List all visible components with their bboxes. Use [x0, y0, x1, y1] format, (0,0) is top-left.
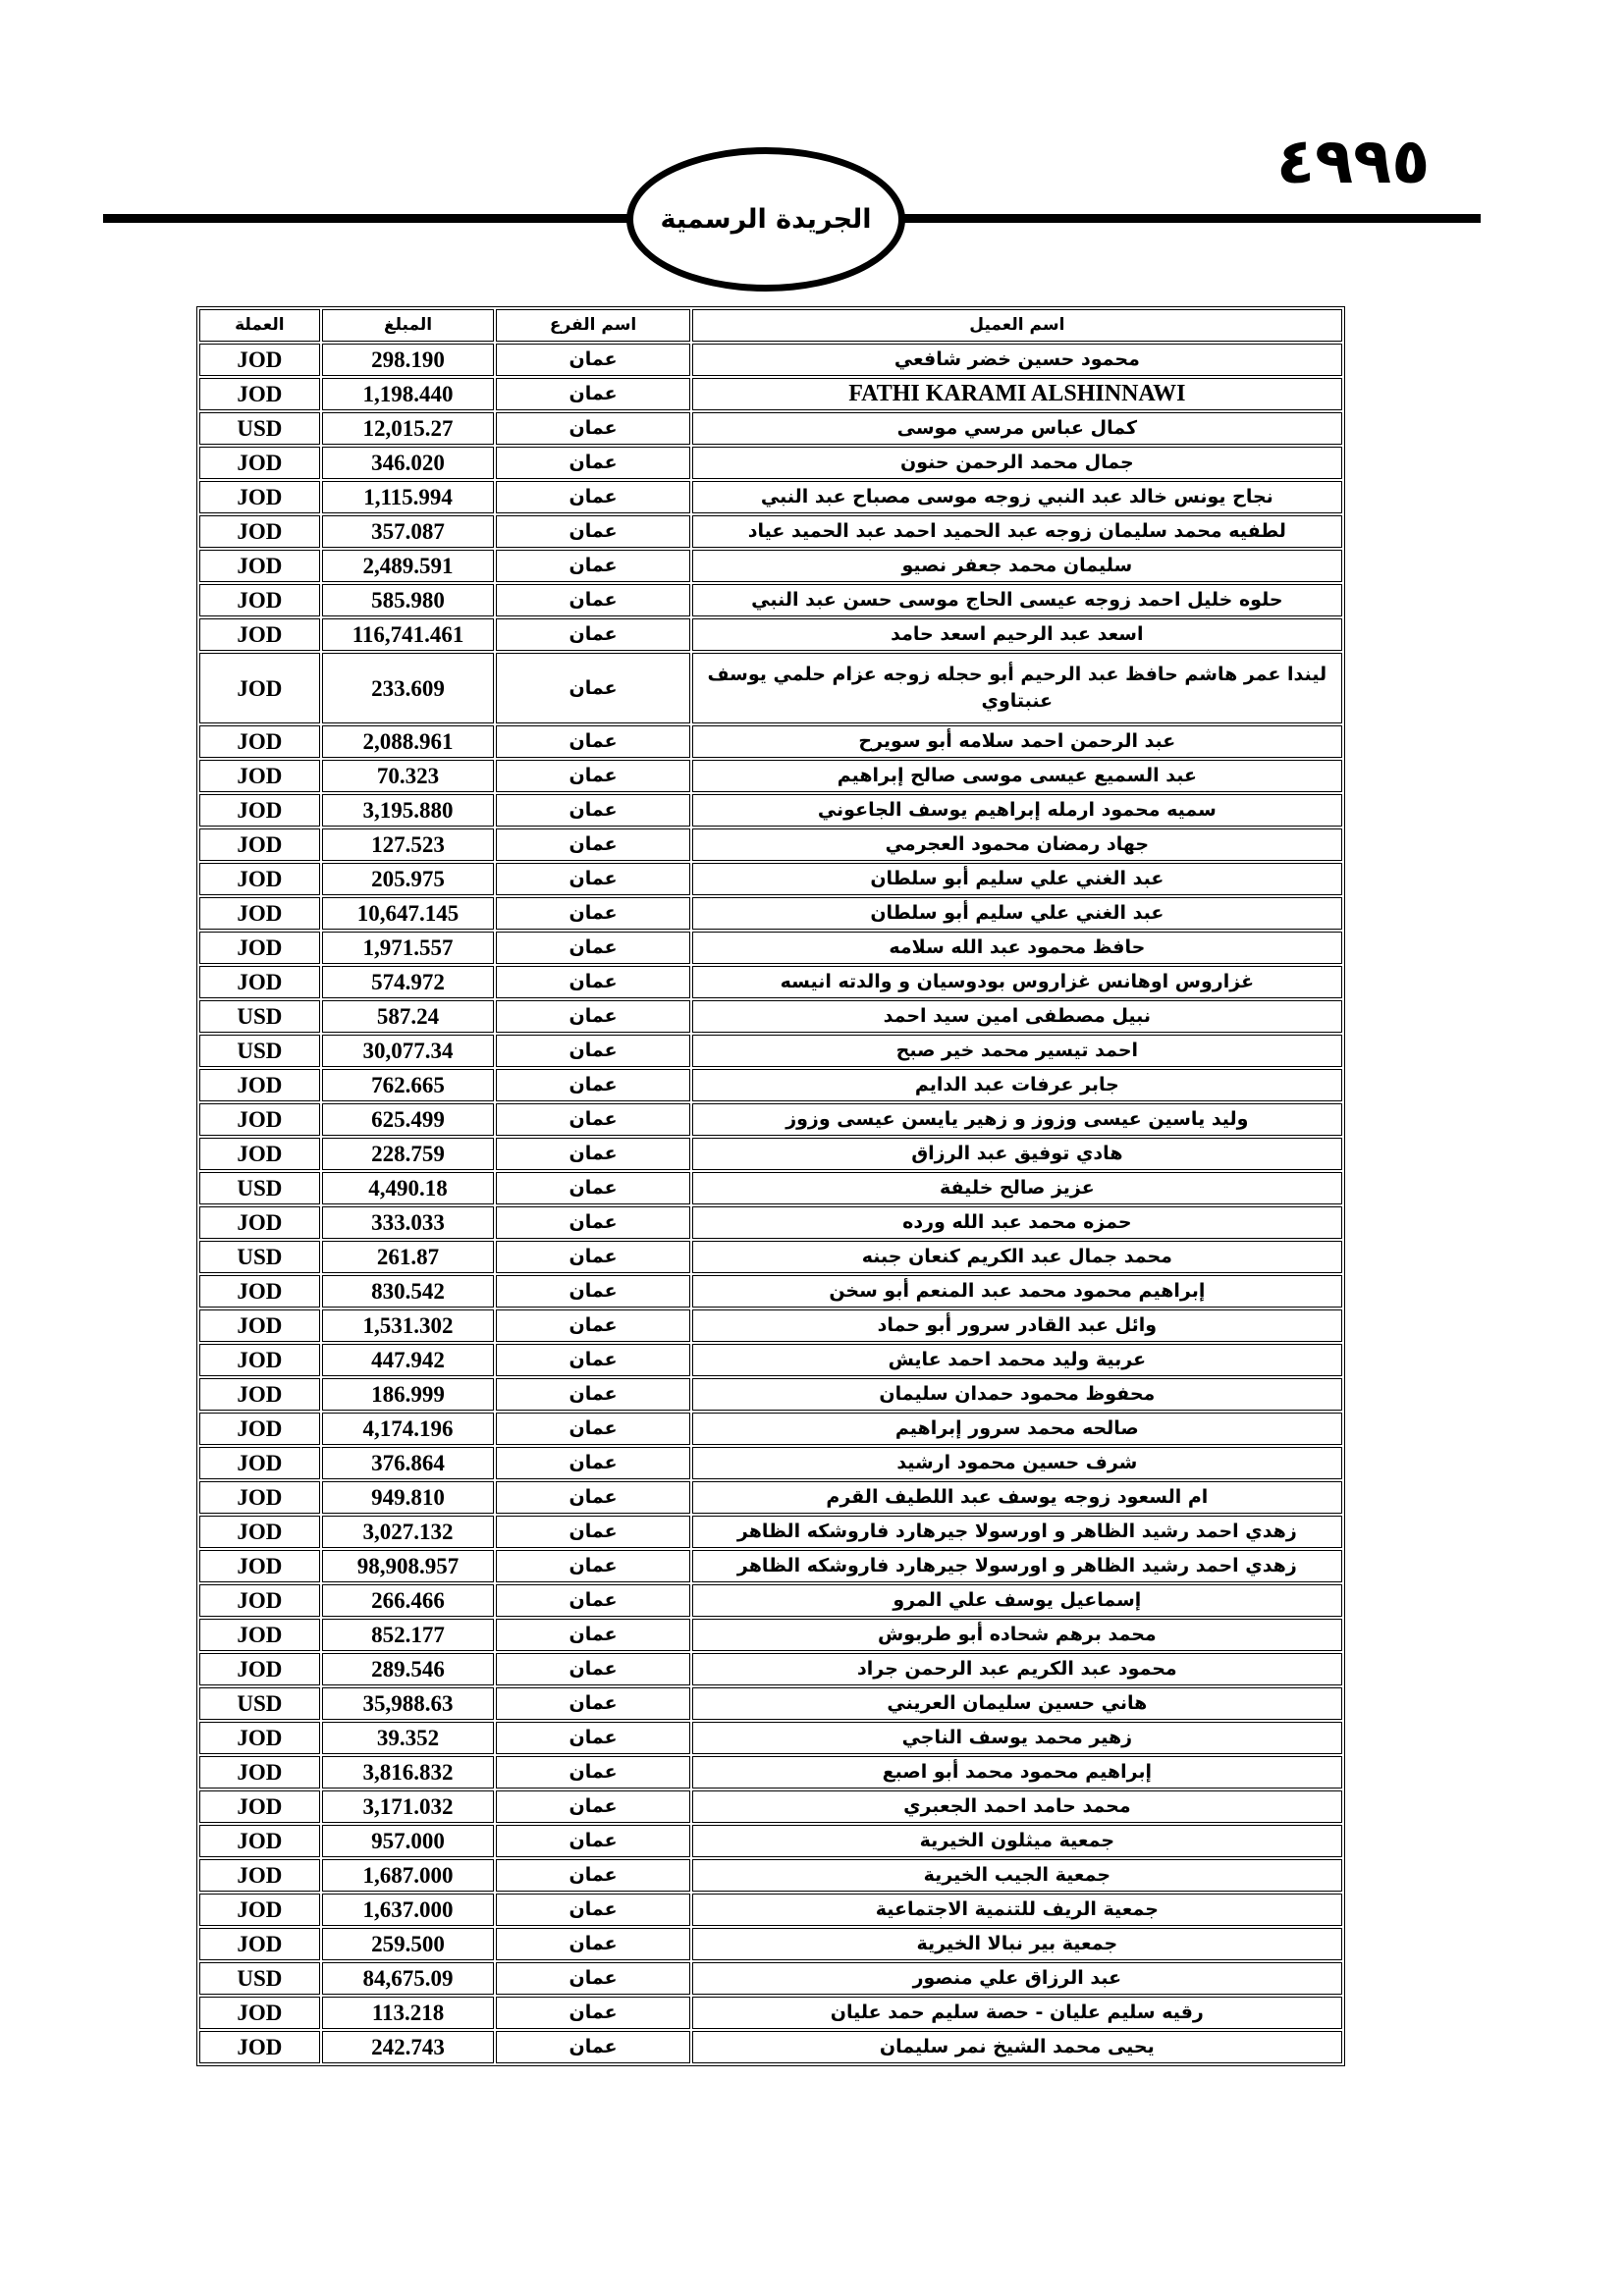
cell-branch: عمان	[496, 378, 689, 410]
cell-amount: 127.523	[322, 828, 495, 861]
cell-branch: عمان	[496, 1790, 689, 1823]
cell-customer-name: زهدي احمد رشيد الظاهر و اورسولا جيرهارد فاروشكه الظاهر	[692, 1550, 1342, 1582]
cell-customer-name: جمعية ميثلون الخيرية	[692, 1825, 1342, 1857]
cell-currency: JOD	[199, 1997, 320, 2029]
table-row	[199, 794, 1342, 827]
table-header-row	[199, 309, 1342, 342]
cell-amount: 852.177	[322, 1619, 495, 1651]
cell-customer-name: لطفيه محمد سليمان زوجه عبد الحميد احمد عبد الحميد عياد	[692, 515, 1342, 548]
cell-customer-name: وليد ياسين عيسى وزوز و زهير يايسن عيسى وزوز	[692, 1103, 1342, 1136]
cell-amount: 1,531.302	[322, 1309, 495, 1342]
cell-currency: JOD	[199, 550, 320, 582]
cell-branch: عمان	[496, 344, 689, 376]
gazette-title: الجريدة الرسمية	[660, 204, 872, 235]
table-row	[199, 1035, 1342, 1067]
cell-branch: عمان	[496, 1962, 689, 1995]
cell-currency: JOD	[199, 1344, 320, 1376]
cell-currency: JOD	[199, 1722, 320, 1754]
cell-amount: 228.759	[322, 1138, 495, 1170]
cell-currency: USD	[199, 1962, 320, 1995]
cell-branch: عمان	[496, 1516, 689, 1548]
cell-amount: 70.323	[322, 760, 495, 792]
table-row	[199, 1069, 1342, 1101]
cell-currency: JOD	[199, 1413, 320, 1445]
cell-amount: 4,174.196	[322, 1413, 495, 1445]
cell-branch: عمان	[496, 828, 689, 861]
table-row	[199, 344, 1342, 376]
cell-currency: JOD	[199, 481, 320, 513]
cell-currency: JOD	[199, 863, 320, 895]
cell-currency: USD	[199, 1687, 320, 1720]
table-row	[199, 1309, 1342, 1342]
cell-branch: عمان	[496, 1687, 689, 1720]
cell-customer-name: محمود عبد الكريم عبد الرحمن جراد	[692, 1653, 1342, 1685]
cell-currency: JOD	[199, 1825, 320, 1857]
cell-currency: JOD	[199, 1619, 320, 1651]
cell-amount: 3,027.132	[322, 1516, 495, 1548]
table-row	[199, 1275, 1342, 1308]
cell-amount: 12,015.27	[322, 412, 495, 445]
table-row	[199, 2031, 1342, 2063]
cell-customer-name: حمزه محمد عبد الله ورده	[692, 1206, 1342, 1239]
cell-currency: JOD	[199, 897, 320, 930]
cell-currency: USD	[199, 1172, 320, 1204]
cell-branch: عمان	[496, 2031, 689, 2063]
table-row	[199, 1000, 1342, 1033]
cell-customer-name: إسماعيل يوسف علي المرو	[692, 1584, 1342, 1617]
cell-branch: عمان	[496, 1859, 689, 1892]
cell-amount: 1,687.000	[322, 1859, 495, 1892]
table-row	[199, 584, 1342, 616]
cell-currency: JOD	[199, 760, 320, 792]
table-row	[199, 1584, 1342, 1617]
table-row	[199, 1241, 1342, 1273]
cell-branch: عمان	[496, 1550, 689, 1582]
cell-currency: JOD	[199, 828, 320, 861]
cell-amount: 30,077.34	[322, 1035, 495, 1067]
table-row	[199, 378, 1342, 410]
cell-amount: 205.975	[322, 863, 495, 895]
cell-branch: عمان	[496, 863, 689, 895]
cell-customer-name: جمال محمد الرحمن حنون	[692, 447, 1342, 479]
table-row	[199, 1138, 1342, 1170]
cell-customer-name: حافظ محمود عبد الله سلامه	[692, 932, 1342, 964]
cell-currency: JOD	[199, 1516, 320, 1548]
cell-amount: 39.352	[322, 1722, 495, 1754]
cell-amount: 376.864	[322, 1447, 495, 1479]
table-row	[199, 1825, 1342, 1857]
cell-currency: JOD	[199, 344, 320, 376]
table-row	[199, 515, 1342, 548]
cell-amount: 116,741.461	[322, 618, 495, 651]
cell-amount: 242.743	[322, 2031, 495, 2063]
cell-customer-name: عبد الرزاق علي منصور	[692, 1962, 1342, 1995]
cell-amount: 98,908.957	[322, 1550, 495, 1582]
cell-branch: عمان	[496, 897, 689, 930]
cell-currency: JOD	[199, 966, 320, 998]
cell-amount: 113.218	[322, 1997, 495, 2029]
cell-branch: عمان	[496, 481, 689, 513]
table-row	[199, 550, 1342, 582]
cell-currency: JOD	[199, 1103, 320, 1136]
cell-customer-name: محمود حسين خضر شافعي	[692, 344, 1342, 376]
cell-branch: عمان	[496, 1413, 689, 1445]
table-row	[199, 1653, 1342, 1685]
cell-amount: 233.609	[322, 653, 495, 723]
column-header-currency: العملة	[199, 309, 320, 342]
cell-branch: عمان	[496, 1378, 689, 1411]
cell-customer-name: حلوه خليل احمد زوجه عيسى الحاج موسى حسن عبد النبي	[692, 584, 1342, 616]
cell-amount: 2,088.961	[322, 725, 495, 758]
table-row	[199, 1859, 1342, 1892]
cell-currency: JOD	[199, 1550, 320, 1582]
cell-branch: عمان	[496, 1138, 689, 1170]
cell-currency: JOD	[199, 584, 320, 616]
table-row	[199, 828, 1342, 861]
table-row	[199, 653, 1342, 723]
cell-amount: 3,816.832	[322, 1756, 495, 1789]
cell-customer-name: صالحه محمد سرور إبراهيم	[692, 1413, 1342, 1445]
cell-customer-name: هادي توفيق عبد الرزاق	[692, 1138, 1342, 1170]
table-row	[199, 863, 1342, 895]
cell-customer-name: محفوظ محمود حمدان سليمان	[692, 1378, 1342, 1411]
cell-amount: 949.810	[322, 1481, 495, 1514]
table-row	[199, 1447, 1342, 1479]
cell-customer-name: شرف حسين محمود ارشيد	[692, 1447, 1342, 1479]
cell-branch: عمان	[496, 447, 689, 479]
cell-currency: USD	[199, 412, 320, 445]
cell-branch: عمان	[496, 1241, 689, 1273]
table-row	[199, 1550, 1342, 1582]
cell-amount: 35,988.63	[322, 1687, 495, 1720]
cell-amount: 259.500	[322, 1928, 495, 1960]
cell-customer-name: احمد تيسير محمد خير صبح	[692, 1035, 1342, 1067]
cell-amount: 2,489.591	[322, 550, 495, 582]
table-row	[199, 1687, 1342, 1720]
cell-branch: عمان	[496, 1275, 689, 1308]
cell-amount: 289.546	[322, 1653, 495, 1685]
cell-amount: 84,675.09	[322, 1962, 495, 1995]
table-row	[199, 725, 1342, 758]
cell-currency: USD	[199, 1241, 320, 1273]
cell-amount: 346.020	[322, 447, 495, 479]
cell-currency: JOD	[199, 1790, 320, 1823]
cell-amount: 830.542	[322, 1275, 495, 1308]
cell-customer-name: نبيل مصطفى امين سيد احمد	[692, 1000, 1342, 1033]
cell-branch: عمان	[496, 515, 689, 548]
cell-customer-name: زهير محمد يوسف الناجي	[692, 1722, 1342, 1754]
cell-customer-name: اسعد عبد الرحيم اسعد حامد	[692, 618, 1342, 651]
cell-currency: JOD	[199, 1447, 320, 1479]
cell-customer-name: جمعية الجيب الخيرية	[692, 1859, 1342, 1892]
cell-branch: عمان	[496, 550, 689, 582]
cell-currency: JOD	[199, 653, 320, 723]
cell-branch: عمان	[496, 1000, 689, 1033]
cell-currency: JOD	[199, 1481, 320, 1514]
cell-branch: عمان	[496, 1756, 689, 1789]
cell-branch: عمان	[496, 932, 689, 964]
cell-currency: JOD	[199, 1859, 320, 1892]
column-header-name: اسم العميل	[692, 309, 1342, 342]
cell-branch: عمان	[496, 1928, 689, 1960]
table-row	[199, 618, 1342, 651]
cell-branch: عمان	[496, 1584, 689, 1617]
table-row	[199, 1344, 1342, 1376]
table-row	[199, 1619, 1342, 1651]
cell-currency: JOD	[199, 725, 320, 758]
gazette-masthead	[626, 147, 905, 292]
cell-currency: JOD	[199, 1138, 320, 1170]
cell-branch: عمان	[496, 1344, 689, 1376]
page-number: ٤٩٩٥	[1276, 126, 1431, 198]
cell-amount: 585.980	[322, 584, 495, 616]
table-row	[199, 1481, 1342, 1514]
cell-amount: 1,115.994	[322, 481, 495, 513]
cell-customer-name: عبد الغني علي سليم أبو سلطان	[692, 863, 1342, 895]
cell-amount: 3,171.032	[322, 1790, 495, 1823]
cell-customer-name: نجاح يونس خالد عبد النبي زوجه موسى مصباح عبد النبي	[692, 481, 1342, 513]
cell-customer-name: سليمان محمد جعفر نصيو	[692, 550, 1342, 582]
cell-currency: JOD	[199, 618, 320, 651]
cell-customer-name: هاني حسين سليمان العريني	[692, 1687, 1342, 1720]
cell-branch: عمان	[496, 1172, 689, 1204]
cell-branch: عمان	[496, 412, 689, 445]
cell-branch: عمان	[496, 1035, 689, 1067]
cell-branch: عمان	[496, 1103, 689, 1136]
cell-currency: JOD	[199, 1894, 320, 1926]
cell-currency: JOD	[199, 1275, 320, 1308]
table-row	[199, 1103, 1342, 1136]
table-row	[199, 1722, 1342, 1754]
cell-currency: JOD	[199, 1206, 320, 1239]
table-row	[199, 481, 1342, 513]
cell-customer-name: زهدي احمد رشيد الظاهر و اورسولا جيرهارد فاروشكه الظاهر	[692, 1516, 1342, 1548]
cell-amount: 625.499	[322, 1103, 495, 1136]
table-row	[199, 932, 1342, 964]
cell-amount: 357.087	[322, 515, 495, 548]
cell-amount: 587.24	[322, 1000, 495, 1033]
table-row	[199, 412, 1342, 445]
cell-customer-name: جهاد رمضان محمود العجرمي	[692, 828, 1342, 861]
cell-branch: عمان	[496, 1997, 689, 2029]
cell-customer-name: جمعية بير نبالا الخيرية	[692, 1928, 1342, 1960]
cell-currency: USD	[199, 1035, 320, 1067]
cell-currency: USD	[199, 1000, 320, 1033]
cell-customer-name: عبد الغني علي سليم أبو سلطان	[692, 897, 1342, 930]
table-row	[199, 1997, 1342, 2029]
table-body	[199, 344, 1342, 2063]
table-row	[199, 966, 1342, 998]
cell-customer-name: FATHI KARAMI ALSHINNAWI	[692, 378, 1342, 410]
table-row	[199, 1894, 1342, 1926]
cell-branch: عمان	[496, 1309, 689, 1342]
cell-customer-name: عزيز صالح خليفة	[692, 1172, 1342, 1204]
column-header-amount: المبلغ	[322, 309, 495, 342]
cell-amount: 261.87	[322, 1241, 495, 1273]
column-header-branch: اسم الفرع	[496, 309, 689, 342]
cell-amount: 1,971.557	[322, 932, 495, 964]
cell-branch: عمان	[496, 1619, 689, 1651]
cell-branch: عمان	[496, 794, 689, 827]
table-row	[199, 1172, 1342, 1204]
cell-currency: JOD	[199, 1928, 320, 1960]
table-row	[199, 1378, 1342, 1411]
cell-currency: JOD	[199, 515, 320, 548]
cell-amount: 298.190	[322, 344, 495, 376]
cell-branch: عمان	[496, 760, 689, 792]
table-row	[199, 1516, 1342, 1548]
cell-customer-name: وائل عبد القادر سرور أبو حماد	[692, 1309, 1342, 1342]
cell-customer-name: جابر عرفات عبد الدايم	[692, 1069, 1342, 1101]
cell-customer-name: ام السعود زوجه يوسف عبد اللطيف القرم	[692, 1481, 1342, 1514]
cell-amount: 10,647.145	[322, 897, 495, 930]
cell-currency: JOD	[199, 1069, 320, 1101]
cell-branch: عمان	[496, 725, 689, 758]
cell-branch: عمان	[496, 1447, 689, 1479]
cell-customer-name: رقيه سليم عليان - حصة سليم حمد عليان	[692, 1997, 1342, 2029]
cell-customer-name: محمد جمال عبد الكريم كنعان جبنه	[692, 1241, 1342, 1273]
cell-amount: 3,195.880	[322, 794, 495, 827]
cell-customer-name: كمال عباس مرسي موسى	[692, 412, 1342, 445]
cell-currency: JOD	[199, 1584, 320, 1617]
cell-branch: عمان	[496, 584, 689, 616]
cell-currency: JOD	[199, 378, 320, 410]
cell-branch: عمان	[496, 966, 689, 998]
cell-amount: 1,637.000	[322, 1894, 495, 1926]
table-row	[199, 1790, 1342, 1823]
cell-currency: JOD	[199, 447, 320, 479]
cell-customer-name: إبراهيم محمود محمد أبو اصبع	[692, 1756, 1342, 1789]
cell-currency: JOD	[199, 1309, 320, 1342]
cell-amount: 4,490.18	[322, 1172, 495, 1204]
cell-amount: 762.665	[322, 1069, 495, 1101]
cell-branch: عمان	[496, 1481, 689, 1514]
table-row	[199, 1928, 1342, 1960]
cell-customer-name: عربية وليد محمد احمد عايش	[692, 1344, 1342, 1376]
cell-customer-name: محمد برهم شحاده أبو طربوش	[692, 1619, 1342, 1651]
cell-customer-name: جمعية الريف للتنمية الاجتماعية	[692, 1894, 1342, 1926]
cell-customer-name: سميه محمود ارمله إبراهيم يوسف الجاعوني	[692, 794, 1342, 827]
table-row	[199, 1756, 1342, 1789]
table-row	[199, 1206, 1342, 1239]
cell-branch: عمان	[496, 1653, 689, 1685]
cell-currency: JOD	[199, 1756, 320, 1789]
cell-amount: 333.033	[322, 1206, 495, 1239]
cell-branch: عمان	[496, 618, 689, 651]
cell-amount: 1,198.440	[322, 378, 495, 410]
cell-branch: عمان	[496, 1069, 689, 1101]
cell-amount: 447.942	[322, 1344, 495, 1376]
table-row	[199, 1413, 1342, 1445]
cell-customer-name: غزاروس اوهانس غزاروس بودوسيان و والدته انيسه	[692, 966, 1342, 998]
cell-currency: JOD	[199, 932, 320, 964]
cell-amount: 574.972	[322, 966, 495, 998]
cell-customer-name: ليندا عمر هاشم حافظ عبد الرحيم أبو حجله زوجه عزام حلمي يوسف عنبتاوي	[692, 653, 1342, 723]
table-row	[199, 447, 1342, 479]
table-row	[199, 1962, 1342, 1995]
table-row	[199, 760, 1342, 792]
cell-customer-name: يحيى محمد الشيخ نمر سليمان	[692, 2031, 1342, 2063]
cell-currency: JOD	[199, 1653, 320, 1685]
table-row	[199, 897, 1342, 930]
cell-customer-name: عبد الرحمن احمد سلامه أبو سويرح	[692, 725, 1342, 758]
cell-currency: JOD	[199, 2031, 320, 2063]
cell-amount: 266.466	[322, 1584, 495, 1617]
cell-customer-name: إبراهيم محمود محمد عبد المنعم أبو سخن	[692, 1275, 1342, 1308]
cell-branch: عمان	[496, 1825, 689, 1857]
customer-table	[196, 306, 1345, 2066]
cell-currency: JOD	[199, 1378, 320, 1411]
cell-branch: عمان	[496, 1722, 689, 1754]
cell-branch: عمان	[496, 653, 689, 723]
cell-customer-name: عبد السميع عيسى موسى صالح إبراهيم	[692, 760, 1342, 792]
cell-branch: عمان	[496, 1206, 689, 1239]
cell-amount: 186.999	[322, 1378, 495, 1411]
cell-amount: 957.000	[322, 1825, 495, 1857]
cell-customer-name: محمد حامد احمد الجعبري	[692, 1790, 1342, 1823]
cell-currency: JOD	[199, 794, 320, 827]
cell-branch: عمان	[496, 1894, 689, 1926]
